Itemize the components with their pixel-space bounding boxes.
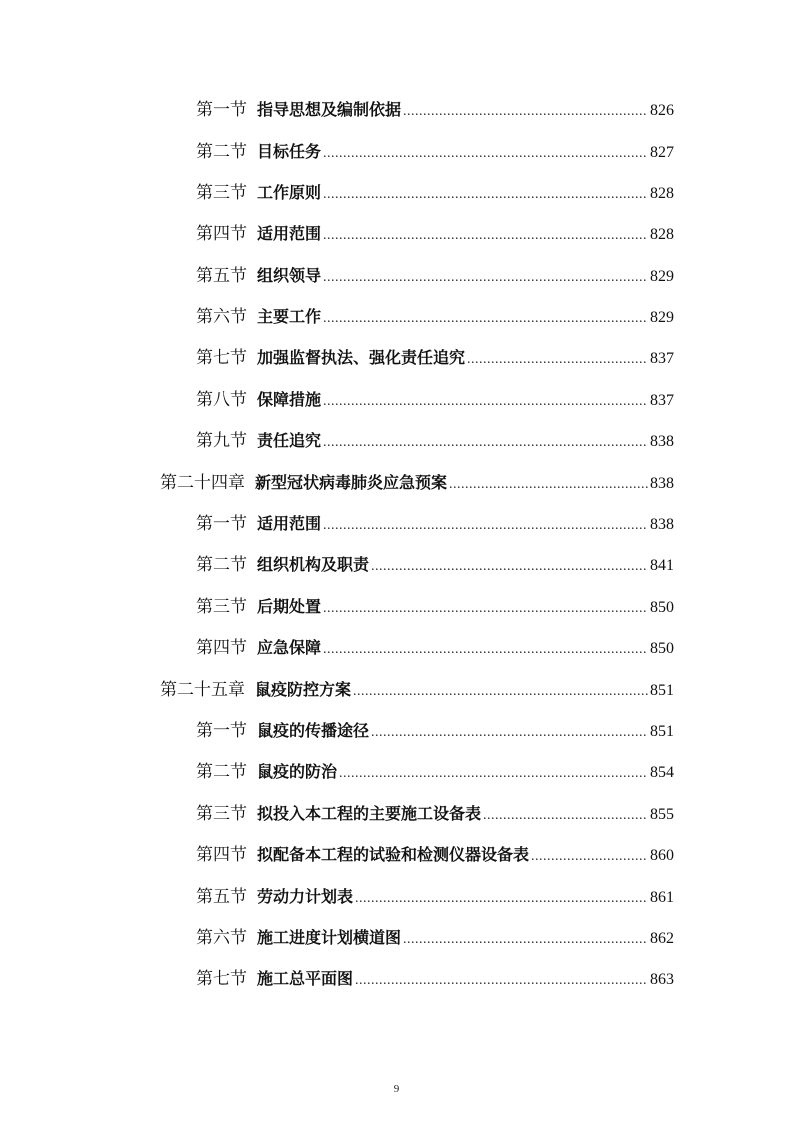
toc-leader-dots bbox=[323, 638, 648, 662]
toc-entry bbox=[196, 636, 674, 660]
toc-entry bbox=[196, 181, 674, 205]
toc-entry-number: 第五节 bbox=[196, 266, 247, 286]
toc-leader-dots bbox=[339, 762, 648, 786]
toc-entry-title: 拟配备本工程的试验和检测仪器设备表 bbox=[257, 845, 530, 864]
toc-entry bbox=[196, 512, 674, 536]
toc-entry-number: 第七节 bbox=[196, 969, 247, 989]
toc-entry-title: 指导思想及编制依据 bbox=[257, 100, 402, 119]
toc-leader-dots bbox=[323, 183, 648, 207]
toc-leader-dots bbox=[323, 224, 648, 248]
toc-entry-number: 第四节 bbox=[196, 845, 247, 865]
toc-entry-number: 第四节 bbox=[196, 224, 247, 244]
toc-chapter-entry bbox=[160, 678, 674, 702]
toc-entry-number: 第八节 bbox=[196, 390, 247, 410]
toc-entry bbox=[196, 429, 674, 453]
toc-leader-dots bbox=[323, 431, 648, 455]
toc-entry bbox=[196, 305, 674, 329]
toc-entry-page: 861 bbox=[650, 889, 674, 906]
toc-leader-dots bbox=[403, 928, 648, 952]
toc-entry-title: 后期处置 bbox=[257, 597, 322, 616]
page-number: 9 bbox=[393, 1083, 400, 1095]
toc-entry-title: 工作原则 bbox=[257, 183, 322, 202]
toc-entry-page: 851 bbox=[650, 682, 674, 699]
toc-entry-number: 第一节 bbox=[196, 721, 247, 741]
toc-entry-number: 第二十五章 bbox=[160, 680, 245, 700]
toc-leader-dots bbox=[323, 514, 648, 538]
toc-entry-number: 第七节 bbox=[196, 348, 247, 368]
toc-chapter-entry bbox=[160, 471, 674, 495]
toc-entry bbox=[196, 346, 674, 370]
toc-entry-title: 鼠疫的防治 bbox=[257, 762, 338, 781]
toc-entry-page: 838 bbox=[650, 516, 674, 533]
toc-entry-page: 829 bbox=[650, 309, 674, 326]
toc-entry-title: 劳动力计划表 bbox=[257, 887, 354, 906]
toc-entry bbox=[196, 967, 674, 991]
toc-entry-title: 组织领导 bbox=[257, 266, 322, 285]
toc-leader-dots bbox=[403, 100, 648, 124]
toc-entry bbox=[196, 926, 674, 950]
toc-entry-number: 第九节 bbox=[196, 431, 247, 451]
toc-entry-title: 拟投入本工程的主要施工设备表 bbox=[257, 804, 482, 823]
toc-leader-dots bbox=[467, 348, 648, 372]
toc-entry bbox=[196, 719, 674, 743]
toc-entry-title: 鼠疫防控方案 bbox=[255, 680, 352, 699]
toc-entry-title: 适用范围 bbox=[257, 224, 322, 243]
toc-leader-dots bbox=[353, 680, 648, 704]
toc-leader-dots bbox=[483, 804, 648, 828]
toc-entry-number: 第二节 bbox=[196, 555, 247, 575]
toc-entry-title: 新型冠状病毒肺炎应急预案 bbox=[255, 473, 448, 492]
toc-entry-page: 837 bbox=[650, 350, 674, 367]
toc-entry-page: 851 bbox=[650, 723, 674, 740]
toc-entry-title: 施工进度计划横道图 bbox=[257, 928, 402, 947]
toc-entry-number: 第五节 bbox=[196, 887, 247, 907]
toc-entry bbox=[196, 140, 674, 164]
toc-leader-dots bbox=[323, 597, 648, 621]
toc-entry-page: 841 bbox=[650, 557, 674, 574]
toc-entry-page: 862 bbox=[650, 930, 674, 947]
toc-entry-page: 850 bbox=[650, 599, 674, 616]
toc-entry-title: 应急保障 bbox=[257, 638, 322, 657]
toc-entry-number: 第四节 bbox=[196, 638, 247, 658]
toc-entry-number: 第二十四章 bbox=[160, 473, 245, 493]
toc-leader-dots bbox=[323, 266, 648, 290]
toc-leader-dots bbox=[371, 721, 648, 745]
toc-entry bbox=[196, 843, 674, 867]
toc-entry-page: 863 bbox=[650, 971, 674, 988]
toc-entry bbox=[196, 595, 674, 619]
toc-leader-dots bbox=[355, 887, 648, 911]
toc-entry bbox=[196, 553, 674, 577]
toc-entry-title: 适用范围 bbox=[257, 514, 322, 533]
toc-entry-page: 854 bbox=[650, 764, 674, 781]
toc-entry-title: 组织机构及职责 bbox=[257, 555, 370, 574]
toc-entry-page: 828 bbox=[650, 185, 674, 202]
toc-entry-page: 850 bbox=[650, 640, 674, 657]
toc-entry-page: 826 bbox=[650, 102, 674, 119]
toc-entry-title: 目标任务 bbox=[257, 142, 322, 161]
toc-entry-number: 第一节 bbox=[196, 514, 247, 534]
toc-entry-page: 860 bbox=[650, 847, 674, 864]
toc-entry bbox=[196, 885, 674, 909]
toc-entry-page: 828 bbox=[650, 226, 674, 243]
toc-entry-number: 第二节 bbox=[196, 762, 247, 782]
toc-entry-number: 第三节 bbox=[196, 804, 247, 824]
toc-entry-number: 第六节 bbox=[196, 307, 247, 327]
toc-entry-number: 第六节 bbox=[196, 928, 247, 948]
toc-leader-dots bbox=[371, 555, 648, 579]
toc-leader-dots bbox=[323, 390, 648, 414]
toc-entry-page: 837 bbox=[650, 392, 674, 409]
toc-entry bbox=[196, 388, 674, 412]
toc-entry-title: 施工总平面图 bbox=[257, 969, 354, 988]
toc-entry-number: 第三节 bbox=[196, 597, 247, 617]
toc-leader-dots bbox=[323, 307, 648, 331]
toc-entry-page: 838 bbox=[650, 475, 674, 492]
toc-entry bbox=[196, 222, 674, 246]
toc-entry bbox=[196, 802, 674, 826]
toc-leader-dots bbox=[531, 845, 648, 869]
toc-entry bbox=[196, 264, 674, 288]
toc-entry-title: 主要工作 bbox=[257, 307, 322, 326]
toc-entry-number: 第一节 bbox=[196, 100, 247, 120]
toc-entry-number: 第三节 bbox=[196, 183, 247, 203]
toc-entry-page: 827 bbox=[650, 144, 674, 161]
toc-leader-dots bbox=[449, 473, 648, 497]
toc-leader-dots bbox=[355, 969, 648, 993]
toc-entry-title: 鼠疫的传播途径 bbox=[257, 721, 370, 740]
toc-entry bbox=[196, 98, 674, 122]
toc-entry-title: 责任追究 bbox=[257, 431, 322, 450]
toc-entry-number: 第二节 bbox=[196, 142, 247, 162]
toc-entry bbox=[196, 760, 674, 784]
toc-entry-page: 829 bbox=[650, 268, 674, 285]
toc-entry-page: 838 bbox=[650, 433, 674, 450]
toc-entry-title: 保障措施 bbox=[257, 390, 322, 409]
toc-leader-dots bbox=[323, 142, 648, 166]
toc-entry-page: 855 bbox=[650, 806, 674, 823]
toc-entry-title: 加强监督执法、强化责任追究 bbox=[257, 348, 466, 367]
